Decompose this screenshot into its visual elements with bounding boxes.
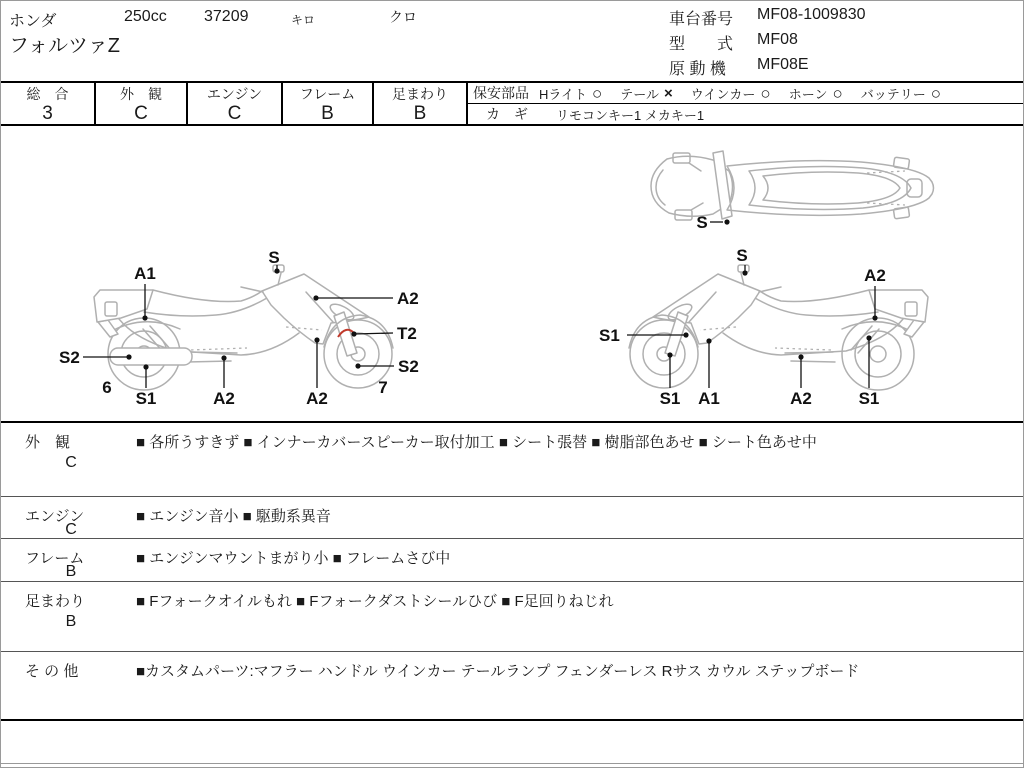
model-code-row xyxy=(669,31,798,54)
maker-name: ホンダ xyxy=(9,13,57,30)
chassis-number-row xyxy=(669,6,866,29)
status-ok-icon: ○ xyxy=(760,83,771,103)
key-row xyxy=(468,104,1023,124)
model-code-value: MF08 xyxy=(757,31,798,48)
safety-item-name: ウインカー xyxy=(690,86,756,102)
grade-value: C xyxy=(227,103,242,124)
note-text: ■ Fフォークオイルもれ ■ Fフォークダストシールひび ■ F足回りねじれ xyxy=(136,593,614,610)
grade-value: B xyxy=(413,103,427,124)
status-ok-icon: ○ xyxy=(930,83,942,103)
marker-dot-mirror xyxy=(724,219,729,224)
wheel-number-front: 7 xyxy=(378,378,388,397)
note-row-frame xyxy=(1,538,1023,581)
chassis-number-value: MF08-1009830 xyxy=(757,6,866,23)
note-section-label: そ の 他 xyxy=(25,663,79,680)
safety-item-battery xyxy=(861,84,941,103)
grade-label: 外 観 xyxy=(120,86,162,102)
key-value: リモコンキー1 メカキー1 xyxy=(556,107,705,123)
grade-bar xyxy=(1,81,1023,126)
grade-cell-undercarriage xyxy=(374,83,468,124)
note-section-label: 外 観 xyxy=(25,434,71,451)
marker-s1: S1 xyxy=(659,389,681,408)
note-text: ■ エンジンマウントまがり小 ■ フレームさび中 xyxy=(136,550,451,567)
bottom-divider xyxy=(1,763,1023,764)
engine-code-label: 原 動 機 xyxy=(669,61,726,78)
marker-a2: A2 xyxy=(213,389,235,408)
marker-s1: S1 xyxy=(135,389,157,408)
note-text: ■ エンジン音小 ■ 駆動系異音 xyxy=(136,508,331,525)
safety-item-name: テール xyxy=(620,86,660,102)
marker-a1: A1 xyxy=(134,264,156,283)
safety-item-winker xyxy=(691,84,771,103)
safety-item-name: Hライト xyxy=(539,86,587,102)
safety-item-name: バッテリー xyxy=(860,86,926,102)
safety-item-headlight xyxy=(539,84,602,103)
marker-s: S xyxy=(696,213,708,232)
note-section-label: フレーム xyxy=(25,550,85,567)
grade-label: 足まわり xyxy=(392,86,448,102)
grade-label: 総 合 xyxy=(26,86,69,102)
note-section-label: 足まわり xyxy=(25,593,86,610)
grade-cell-overall xyxy=(1,83,96,124)
marker-s2: S2 xyxy=(398,357,419,376)
chassis-number-label: 車台番号 xyxy=(669,11,734,28)
grade-value: 3 xyxy=(42,103,53,124)
vehicle-condition-diagram xyxy=(1,126,1024,423)
marker-s: S xyxy=(736,246,748,265)
status-ok-icon: ○ xyxy=(832,83,843,103)
note-row-other xyxy=(1,651,1023,721)
grade-value: B xyxy=(321,103,334,124)
model-name: フォルツァZ xyxy=(9,35,121,57)
grade-cell-engine xyxy=(188,83,283,124)
displacement: 250cc xyxy=(124,8,167,25)
grade-label: エンジン xyxy=(206,86,263,102)
note-section-label: エンジン xyxy=(25,508,85,525)
marker-s: S xyxy=(268,248,280,267)
grade-value: C xyxy=(134,103,148,124)
grade-cell-exterior xyxy=(96,83,188,124)
note-row-undercarriage xyxy=(1,581,1023,651)
marker-a2: A2 xyxy=(864,266,886,285)
right-side-view-diagram xyxy=(599,246,928,408)
note-row-engine xyxy=(1,496,1023,538)
top-view-diagram xyxy=(651,151,934,232)
body-color: クロ xyxy=(389,9,417,25)
safety-parts-row xyxy=(468,83,1023,104)
note-section-grade: B xyxy=(65,613,77,630)
marker-a2: A2 xyxy=(790,389,812,408)
note-section-grade: C xyxy=(65,454,77,471)
key-label: カ ギ xyxy=(486,106,528,122)
engine-code-row xyxy=(669,56,809,79)
wheel-number-rear: 6 xyxy=(102,378,112,397)
grade-cell-frame xyxy=(283,83,374,124)
model-code-label: 型 式 xyxy=(669,36,734,53)
engine-code-value: MF08E xyxy=(757,56,809,73)
marker-a1: A1 xyxy=(698,389,720,408)
marker-s1: S1 xyxy=(858,389,880,408)
marker-s2: S2 xyxy=(59,348,80,367)
note-section-grade: B xyxy=(65,563,77,580)
note-text: ■カスタムパーツ:マフラー ハンドル ウインカー テールランプ フェンダーレス Rサス カウル ステップボード xyxy=(136,663,860,680)
safety-parts-cell xyxy=(468,83,1023,124)
mileage-unit: キロ xyxy=(291,13,316,27)
grade-label: フレーム xyxy=(299,86,356,102)
safety-item-name: ホーン xyxy=(788,86,828,102)
note-row-exterior xyxy=(1,421,1023,496)
safety-parts-label: 保安部品 xyxy=(473,85,529,101)
note-section-grade: C xyxy=(65,521,77,538)
marker-t2: T2 xyxy=(397,324,417,343)
marker-s1: S1 xyxy=(599,326,620,345)
mileage-value: 37209 xyxy=(204,8,249,25)
marker-a2: A2 xyxy=(306,389,328,408)
status-ng-icon: × xyxy=(664,84,673,102)
status-ok-icon: ○ xyxy=(592,83,603,103)
marker-a2: A2 xyxy=(397,289,419,308)
safety-item-horn xyxy=(789,84,843,103)
left-side-view-diagram xyxy=(59,248,419,408)
safety-item-tail xyxy=(620,84,673,103)
note-text: ■ 各所うすきず ■ インナーカバースピーカー取付加工 ■ シート張替 ■ 樹脂部色あせ ■ シート色あせ中 xyxy=(136,434,817,451)
